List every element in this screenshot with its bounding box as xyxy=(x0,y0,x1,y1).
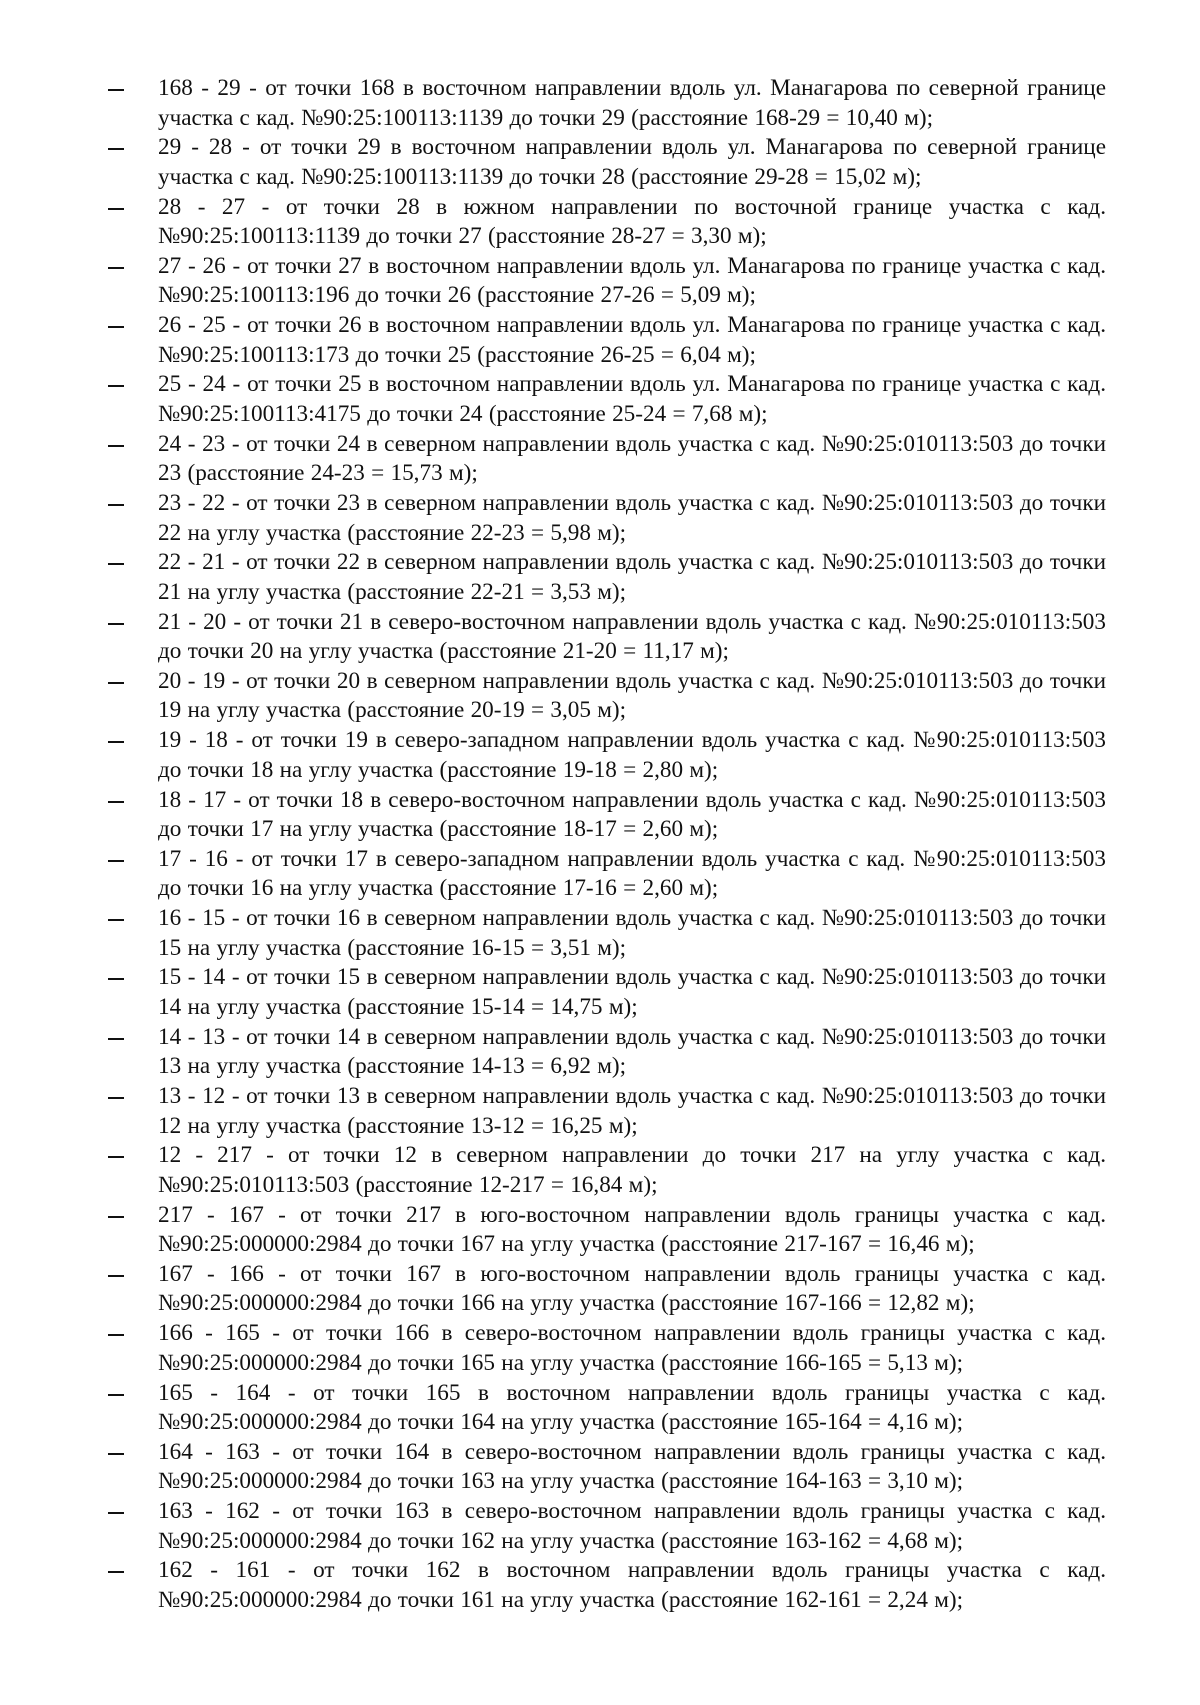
list-dash-marker xyxy=(108,1038,124,1040)
boundary-segment-item xyxy=(0,904,1200,963)
list-dash-marker xyxy=(108,1275,124,1277)
list-dash-marker xyxy=(108,148,124,150)
boundary-segment-text: 29 - 28 - от точки 29 в восточном направлении вдоль ул. Манагарова по северной границе участка с кад. №90:25:100113:1139 до точки 28 (расстояние 29-28 = 15,02 м); xyxy=(158,134,1106,190)
boundary-segment-text: 162 - 161 - от точки 162 в восточном направлении вдоль границы участка с кад. №90:25:000000:2984 до точки 161 на углу участка (расстояние 162-161 = 2,24 м); xyxy=(158,1557,1106,1613)
list-dash-marker xyxy=(108,267,124,269)
list-dash-marker xyxy=(108,623,124,625)
boundary-segment-item xyxy=(0,786,1200,845)
list-dash-marker xyxy=(108,326,124,328)
boundary-segment-item xyxy=(0,608,1200,667)
list-dash-marker xyxy=(108,1512,124,1514)
boundary-segment-text: 24 - 23 - от точки 24 в северном направлении вдоль участка с кад. №90:25:010113:503 до точки 23 (расстояние 24-23 = 15,73 м); xyxy=(158,430,1106,487)
list-dash-marker xyxy=(108,682,124,684)
boundary-segment-text: 166 - 165 - от точки 166 в северо-восточном направлении вдоль границы участка с кад. №90:25:000000:2984 до точки 165 на углу участка (расстояние 166-165 = 5,13 м); xyxy=(158,1320,1106,1376)
boundary-segment-text: 27 - 26 - от точки 27 в восточном направлении вдоль ул. Манагарова по границе участка с кад. №90:25:100113:196 до точки 26 (расстояние 27-26 = 5,09 м); xyxy=(158,252,1106,309)
boundary-segment-text: 217 - 167 - от точки 217 в юго-восточном направлении вдоль границы участка с кад. №90:25:000000:2984 до точки 167 на углу участка (расстояние 217-167 = 16,46 м); xyxy=(158,1201,1106,1258)
list-dash-marker xyxy=(108,860,124,862)
boundary-segment-item xyxy=(0,845,1200,904)
boundary-segment-item xyxy=(0,311,1200,370)
boundary-segment-item xyxy=(0,963,1200,1022)
boundary-segment-text: 19 - 18 - от точки 19 в северо-западном направлении вдоль участка с кад. №90:25:010113:503 до точки 18 на углу участка (расстояние 19-18 = 2,80 м); xyxy=(158,727,1106,783)
boundary-segment-list xyxy=(0,74,1200,1616)
list-dash-marker xyxy=(108,208,124,210)
boundary-segment-item xyxy=(0,430,1200,489)
list-dash-marker xyxy=(108,1156,124,1158)
list-dash-marker xyxy=(108,978,124,980)
boundary-segment-item xyxy=(0,1201,1200,1260)
boundary-segment-item xyxy=(0,133,1200,192)
list-dash-marker xyxy=(108,445,124,447)
list-dash-marker xyxy=(108,741,124,743)
list-dash-marker xyxy=(108,1571,124,1573)
boundary-segment-item xyxy=(0,1438,1200,1497)
boundary-segment-text: 16 - 15 - от точки 16 в северном направлении вдоль участка с кад. №90:25:010113:503 до точки 15 на углу участка (расстояние 16-15 = 3,51 м); xyxy=(158,905,1106,961)
boundary-segment-text: 25 - 24 - от точки 25 в восточном направлении вдоль ул. Манагарова по границе участка с кад. №90:25:100113:4175 до точки 24 (расстояние 25-24 = 7,68 м); xyxy=(158,371,1106,427)
boundary-segment-text: 22 - 21 - от точки 22 в северном направлении вдоль участка с кад. №90:25:010113:503 до точки 21 на углу участка (расстояние 22-21 = 3,53 м); xyxy=(158,549,1106,605)
boundary-segment-item xyxy=(0,489,1200,548)
boundary-segment-item xyxy=(0,726,1200,785)
list-dash-marker xyxy=(108,504,124,506)
list-dash-marker xyxy=(108,89,124,91)
boundary-segment-text: 15 - 14 - от точки 15 в северном направлении вдоль участка с кад. №90:25:010113:503 до точки 14 на углу участка (расстояние 15-14 = 14,75 м); xyxy=(158,964,1106,1020)
boundary-segment-item xyxy=(0,193,1200,252)
boundary-segment-text: 12 - 217 - от точки 12 в северном направлении до точки 217 на углу участка с кад. №90:25:010113:503 (расстояние 12-217 = 16,84 м); xyxy=(158,1142,1106,1198)
boundary-segment-item xyxy=(0,74,1200,133)
boundary-segment-text: 168 - 29 - от точки 168 в восточном направлении вдоль ул. Манагарова по северной границе участка с кад. №90:25:100113:1139 до точки 29 (расстояние 168-29 = 10,40 м); xyxy=(158,75,1106,131)
boundary-segment-text: 23 - 22 - от точки 23 в северном направлении вдоль участка с кад. №90:25:010113:503 до точки 22 на углу участка (расстояние 22-23 = 5,98 м); xyxy=(158,490,1106,546)
boundary-segment-text: 28 - 27 - от точки 28 в южном направлении по восточной границе участка с кад. №90:25:100113:1139 до точки 27 (расстояние 28-27 = 3,30 м); xyxy=(158,193,1106,250)
boundary-segment-item xyxy=(0,1497,1200,1556)
boundary-segment-item xyxy=(0,1379,1200,1438)
boundary-segment-item xyxy=(0,370,1200,429)
boundary-segment-item xyxy=(0,548,1200,607)
boundary-segment-text: 17 - 16 - от точки 17 в северо-западном направлении вдоль участка с кад. №90:25:010113:503 до точки 16 на углу участка (расстояние 17-16 = 2,60 м); xyxy=(158,845,1106,902)
boundary-segment-text: 163 - 162 - от точки 163 в северо-восточном направлении вдоль границы участка с кад. №90:25:000000:2984 до точки 162 на углу участка (расстояние 163-162 = 4,68 м); xyxy=(158,1498,1106,1554)
boundary-segment-item xyxy=(0,1556,1200,1615)
boundary-segment-item xyxy=(0,1023,1200,1082)
list-dash-marker xyxy=(108,1334,124,1336)
boundary-segment-item xyxy=(0,667,1200,726)
boundary-segment-item xyxy=(0,1319,1200,1378)
boundary-segment-text: 14 - 13 - от точки 14 в северном направлении вдоль участка с кад. №90:25:010113:503 до точки 13 на углу участка (расстояние 14-13 = 6,92 м); xyxy=(158,1023,1106,1080)
boundary-segment-item xyxy=(0,1141,1200,1200)
list-dash-marker xyxy=(108,385,124,387)
boundary-segment-item xyxy=(0,1082,1200,1141)
boundary-segment-text: 164 - 163 - от точки 164 в северо-восточном направлении вдоль границы участка с кад. №90:25:000000:2984 до точки 163 на углу участка (расстояние 164-163 = 3,10 м); xyxy=(158,1438,1106,1495)
boundary-segment-text: 21 - 20 - от точки 21 в северо-восточном направлении вдоль участка с кад. №90:25:010113:503 до точки 20 на углу участка (расстояние 21-20 = 11,17 м); xyxy=(158,608,1106,665)
boundary-segment-item xyxy=(0,252,1200,311)
list-dash-marker xyxy=(108,919,124,921)
boundary-segment-text: 13 - 12 - от точки 13 в северном направлении вдоль участка с кад. №90:25:010113:503 до точки 12 на углу участка (расстояние 13-12 = 16,25 м); xyxy=(158,1083,1106,1139)
boundary-segment-text: 165 - 164 - от точки 165 в восточном направлении вдоль границы участка с кад. №90:25:000000:2984 до точки 164 на углу участка (расстояние 165-164 = 4,16 м); xyxy=(158,1379,1106,1436)
boundary-segment-text: 167 - 166 - от точки 167 в юго-восточном направлении вдоль границы участка с кад. №90:25:000000:2984 до точки 166 на углу участка (расстояние 167-166 = 12,82 м); xyxy=(158,1260,1106,1317)
boundary-segment-item xyxy=(0,1260,1200,1319)
list-dash-marker xyxy=(108,801,124,803)
list-dash-marker xyxy=(108,1216,124,1218)
boundary-segment-text: 26 - 25 - от точки 26 в восточном направлении вдоль ул. Манагарова по границе участка с кад. №90:25:100113:173 до точки 25 (расстояние 26-25 = 6,04 м); xyxy=(158,312,1106,368)
list-dash-marker xyxy=(108,563,124,565)
boundary-segment-text: 20 - 19 - от точки 20 в северном направлении вдоль участка с кад. №90:25:010113:503 до точки 19 на углу участка (расстояние 20-19 = 3,05 м); xyxy=(158,667,1106,724)
boundary-segment-text: 18 - 17 - от точки 18 в северо-восточном направлении вдоль участка с кад. №90:25:010113:503 до точки 17 на углу участка (расстояние 18-17 = 2,60 м); xyxy=(158,786,1106,843)
list-dash-marker xyxy=(108,1097,124,1099)
list-dash-marker xyxy=(108,1453,124,1455)
list-dash-marker xyxy=(108,1394,124,1396)
